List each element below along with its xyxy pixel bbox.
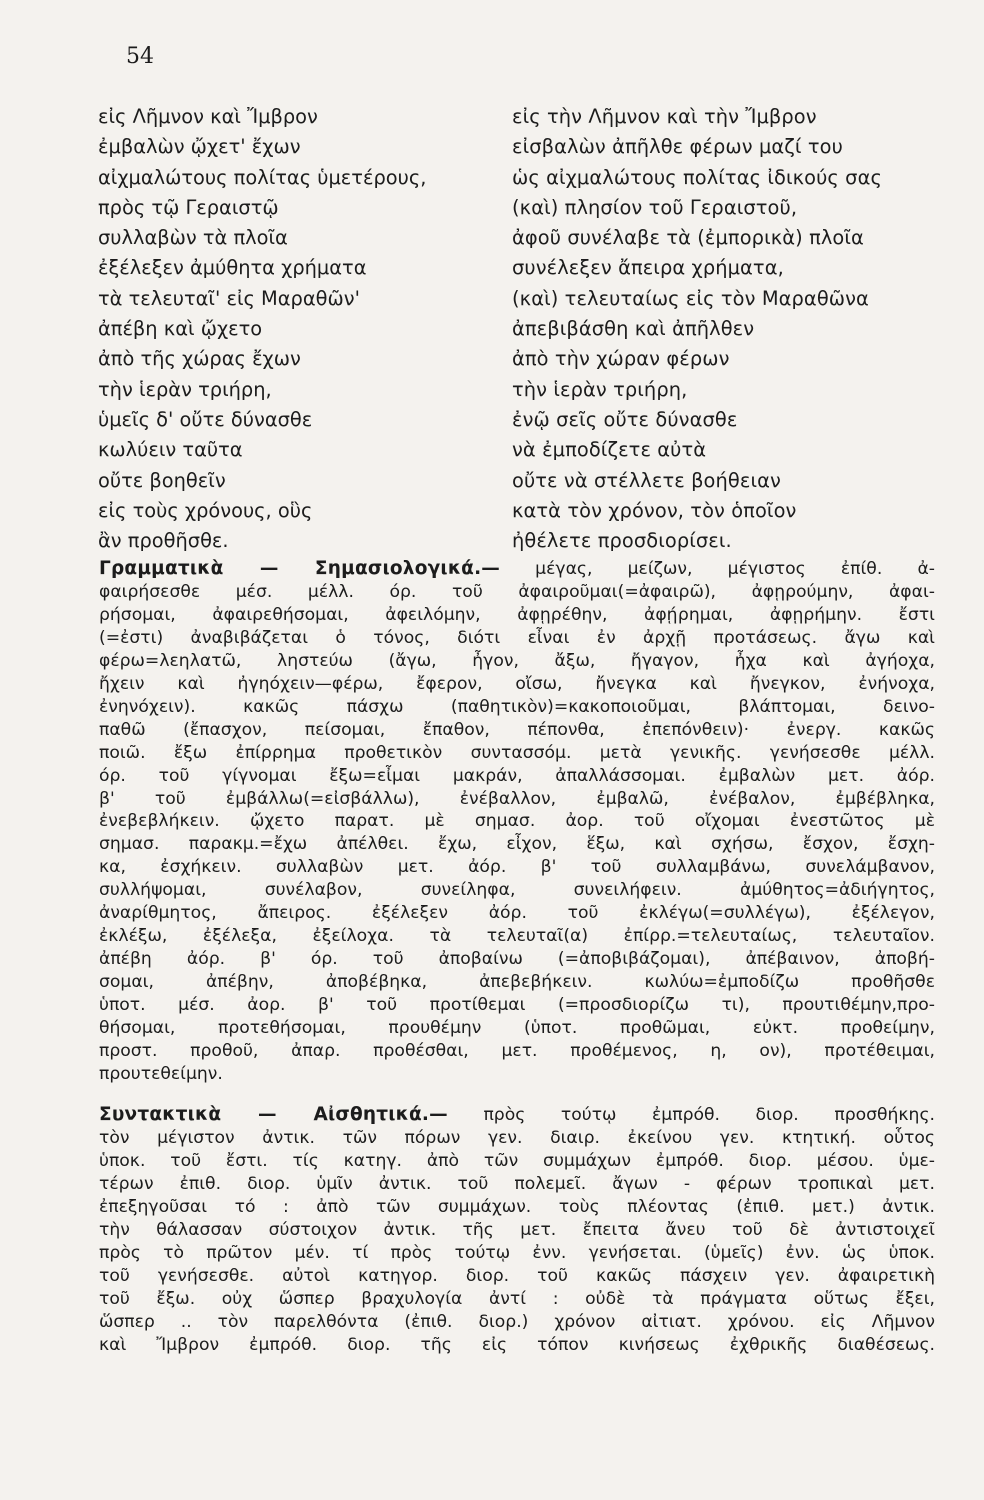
syntax-line: ἐπεξηγοῦσαι τό : ἀπὸ τῶν συμμάχων. τοὺς πλέοντας (ἐπιθ. μετ.) ἀντικ. [99, 1196, 935, 1217]
grammar-line: Γραμματικὰ — Σημασιολογικά.— μέγας, μείζων, μέγιστος ἐπίθ. ἀ- [99, 558, 935, 579]
grammar-line: προυτεθείμην. [99, 1063, 223, 1084]
grammar-line: σημασ. παρακμ.=ἔχω ἀπέλθει. ἔχω, εἶχον, ἕξω, καὶ σχήσω, ἔσχον, ἔσχη- [99, 834, 935, 855]
translation-line: νὰ ἐμποδίζετε αὐτὰ [512, 438, 707, 462]
syntax-section [99, 1104, 935, 1356]
grammar-heading: Γραμματικὰ — Σημασιολογικά.— [99, 558, 500, 579]
grammar-line: ἐνεβεβλήκειν. ᾤχετο παρατ. μὲ σημασ. ἀορ. τοῦ οἴχομαι ἐνεστῶτος μὲ [99, 811, 935, 832]
verse-line: ἐμβαλὼν ᾤχετ' ἔχων [98, 135, 301, 159]
translation-line: ἠθέλετε προσδιορίσει. [512, 529, 732, 553]
ancient-greek-column [98, 102, 498, 556]
translation-line: (καὶ) τελευταίως εἰς τὸν Μαραθῶνα [512, 286, 869, 310]
translation-line: ἀφοῦ συνέλαβε τὰ (ἐμπορικὰ) πλοῖα [512, 226, 864, 250]
verse-line: πρὸς τῷ Γεραιστῷ [98, 195, 279, 219]
translation-line: ἐνῷ σεῖς οὔτε δύνασθε [512, 407, 738, 431]
page-number: 54 [126, 44, 154, 69]
syntax-line: τὴν θάλασσαν σύστοιχον ἀντικ. τῆς μετ. ἔπειτα ἄνευ τοῦ δὲ ἀντιστοιχεῖ [99, 1219, 935, 1240]
syntax-line: τοῦ ἔξω. οὐχ ὥσπερ βραχυλογία ἀντί : οὐδὲ τὰ πράγματα οὕτως ἔξει, [99, 1288, 935, 1309]
translation-line: τὴν ἱερὰν τριήρη, [512, 377, 688, 401]
verse-line: ἐξέλεξεν ἀμύθητα χρήματα [98, 256, 367, 280]
verse-line: ἂν προθῆσθε. [98, 529, 229, 553]
grammar-line: φαιρήσεσθε μέσ. μέλλ. όρ. τοῦ ἀφαιροῦμαι(=ἀφαιρῶ), ἀφῃρούμην, ἀφαι- [99, 581, 935, 602]
verse-line: τὰ τελευταῖ' εἰς Μαραθῶν' [98, 286, 360, 310]
verse-line: κωλύειν ταῦτα [98, 438, 243, 462]
translation-line: ἀπεβιβάσθη καὶ ἀπῆλθεν [512, 317, 755, 341]
grammar-line: ἐνηνόχειν). κακῶς πάσχω (παθητικὸν)=κακοποιοῦμαι, βλάπτομαι, δεινο- [99, 696, 935, 717]
syntax-line: τοῦ γενήσεσθε. αὐτοὶ κατηγορ. διορ. τοῦ κακῶς πάσχειν γεν. ἀφαιρετικὴ [99, 1265, 935, 1286]
grammar-line: φέρω=λεηλατῶ, ληστεύω (ἄγω, ἦγον, ἄξω, ἤγαγον, ἦχα καὶ ἀγήοχα, [99, 650, 935, 671]
grammar-line: κα, ἐσχήκειν. συλλαβὼν μετ. ἀόρ. β' τοῦ συλλαμβάνω, συνελάμβανον, [99, 857, 935, 878]
syntax-line: τὸν μέγιστον ἀντικ. τῶν πόρων γεν. διαιρ. ἐκείνου γεν. κτητική. οὗτος [99, 1127, 935, 1148]
translation-line: συνέλεξεν ἄπειρα χρήματα, [512, 256, 784, 280]
grammar-line: ἤχειν καὶ ἠγηόχειν—φέρω, ἔφερον, οἴσω, ἤνεγκα καὶ ἤνεγκον, ἐνήνοχα, [99, 673, 935, 694]
translation-line: ὡς αἰχμαλώτους πολίτας ἰδικούς σας [512, 165, 882, 189]
syntax-line: τέρων ἐπιθ. διορ. ὑμῖν ἀντικ. τοῦ πολεμεῖ. ἄγων - φέρων τροπικαὶ μετ. [99, 1173, 935, 1194]
grammar-line: ὑποτ. μέσ. ἀορ. β' τοῦ προτίθεμαι (=προσδιορίζω τι), προυτιθέμην,προ- [99, 995, 935, 1016]
verse-line: εἰς Λῆμνον καὶ Ἴμβρον [98, 105, 318, 128]
grammar-section [99, 558, 935, 1086]
translation-line: οὔτε νὰ στέλλετε βοήθειαν [512, 468, 781, 492]
translation-line: εἰσβαλὼν ἀπῆλθε φέρων μαζί του [512, 135, 843, 159]
grammar-line: (=ἐστι) ἀναβιβάζεται ὁ τόνος, διότι εἶναι ἐν ἀρχῇ προτάσεως. ἄγω καὶ [99, 627, 935, 648]
grammar-line: ποιῶ. ἔξω ἐπίρρημα προθετικὸν συντασσόμ. μετὰ γενικῆς. γενήσεσθε μέλλ. [99, 742, 935, 763]
translation-line: εἰς τὴν Λῆμνον καὶ τὴν Ἴμβρον [512, 105, 817, 128]
syntax-heading: Συντακτικὰ — Αἰσθητικά.— [99, 1104, 448, 1125]
syntax-line: ὥσπερ .. τὸν παρελθόντα (ἐπιθ. διορ.) χρόνον αἰτιατ. χρόνου. εἰς Λῆμνον [99, 1311, 935, 1332]
grammar-line: συλλήψομαι, συνέλαβον, συνείληφα, συνειλήφειν. ἀμύθητος=ἀδιήγητος, [99, 880, 935, 901]
verse-line: ἀπέβη καὶ ᾤχετο [98, 317, 263, 341]
grammar-line: ἀναρίθμητος, ἄπειρος. ἐξέλεξεν ἀόρ. τοῦ ἐκλέγω(=συλλέγω), ἐξέλεγον, [99, 903, 935, 924]
translation-column [512, 102, 932, 556]
grammar-line: θήσομαι, προτεθήσομαι, προυθέμην (ὑποτ. προθῶμαι, εὐκτ. προθείμην, [99, 1018, 935, 1039]
verse-line: εἰς τοὺς χρόνους, οὓς [98, 498, 313, 522]
grammar-line: προστ. προθοῦ, ἀπαρ. προθέσθαι, μετ. προθέμενος, η, ον), προτέθειμαι, [99, 1041, 935, 1062]
verse-line: οὔτε βοηθεῖν [98, 468, 226, 492]
syntax-line: πρὸς τὸ πρῶτον μέν. τί πρὸς τούτῳ ἐνν. γενήσεται. (ὑμεῖς) ἐνν. ὡς ὑποκ. [99, 1242, 935, 1263]
grammar-line: σομαι, ἀπέβην, ἀποβέβηκα, ἀπεβεβήκειν. κωλύω=ἐμποδίζω προθῆσθε [99, 972, 935, 993]
grammar-line: ἀπέβη ἀόρ. β' όρ. τοῦ ἀποβαίνω (=ἀποβιβάζομαι), ἀπέβαινον, ἀποβή- [99, 949, 935, 970]
translation-line: ἀπὸ τὴν χώραν φέρων [512, 347, 730, 371]
verse-line: τὴν ἱερὰν τριήρη, [98, 377, 272, 401]
verse-line: ὑμεῖς δ' οὔτε δύνασθε [98, 407, 313, 431]
syntax-line: καὶ Ἴμβρον ἐμπρόθ. διορ. τῆς εἰς τόπον κινήσεως ἐχθρικῆς διαθέσεως. [99, 1334, 935, 1355]
translation-line: κατὰ τὸν χρόνον, τὸν ὁποῖον [512, 498, 797, 522]
grammar-line: όρ. τοῦ γίγνομαι ἔξω=εἶμαι μακράν, ἀπαλλάσσομαι. ἐμβαλὼν μετ. ἀόρ. [99, 765, 935, 786]
grammar-line: ἐκλέξω, ἐξέλεξα, ἐξείλοχα. τὰ τελευταῖ(α) ἐπίρρ.=τελευταίως, τελευταῖον. [99, 926, 935, 947]
grammar-line: β' τοῦ ἐμβάλλω(=εἰσβάλλω), ἐνέβαλλον, ἐμβαλῶ, ἐνέβαλον, ἐμβέβληκα, [99, 788, 935, 809]
syntax-line: Συντακτικὰ — Αἰσθητικά.— πρὸς τούτῳ ἐμπρόθ. διορ. προσθήκης. [99, 1104, 935, 1125]
verse-line: συλλαβὼν τὰ πλοῖα [98, 226, 288, 250]
syntax-line: ὑποκ. τοῦ ἔστι. τίς κατηγ. ἀπὸ τῶν συμμάχων ἐμπρόθ. διορ. μέσου. ὑμε- [99, 1150, 935, 1171]
verse-line: ἀπὸ τῆς χώρας ἔχων [98, 347, 301, 371]
translation-line: (καὶ) πλησίον τοῦ Γεραιστοῦ, [512, 195, 798, 219]
verse-line: αἰχμαλώτους πολίτας ὑμετέρους, [98, 165, 427, 189]
grammar-line: ρήσομαι, ἀφαιρεθήσομαι, ἀφειλόμην, ἀφῃρέθην, ἀφῄρημαι, ἀφῃρήμην. ἔστι [99, 604, 935, 625]
grammar-line: παθῶ (ἔπασχον, πείσομαι, ἔπαθον, πέπονθα, ἐπεπόνθειν)· ἐνεργ. κακῶς [99, 719, 935, 740]
